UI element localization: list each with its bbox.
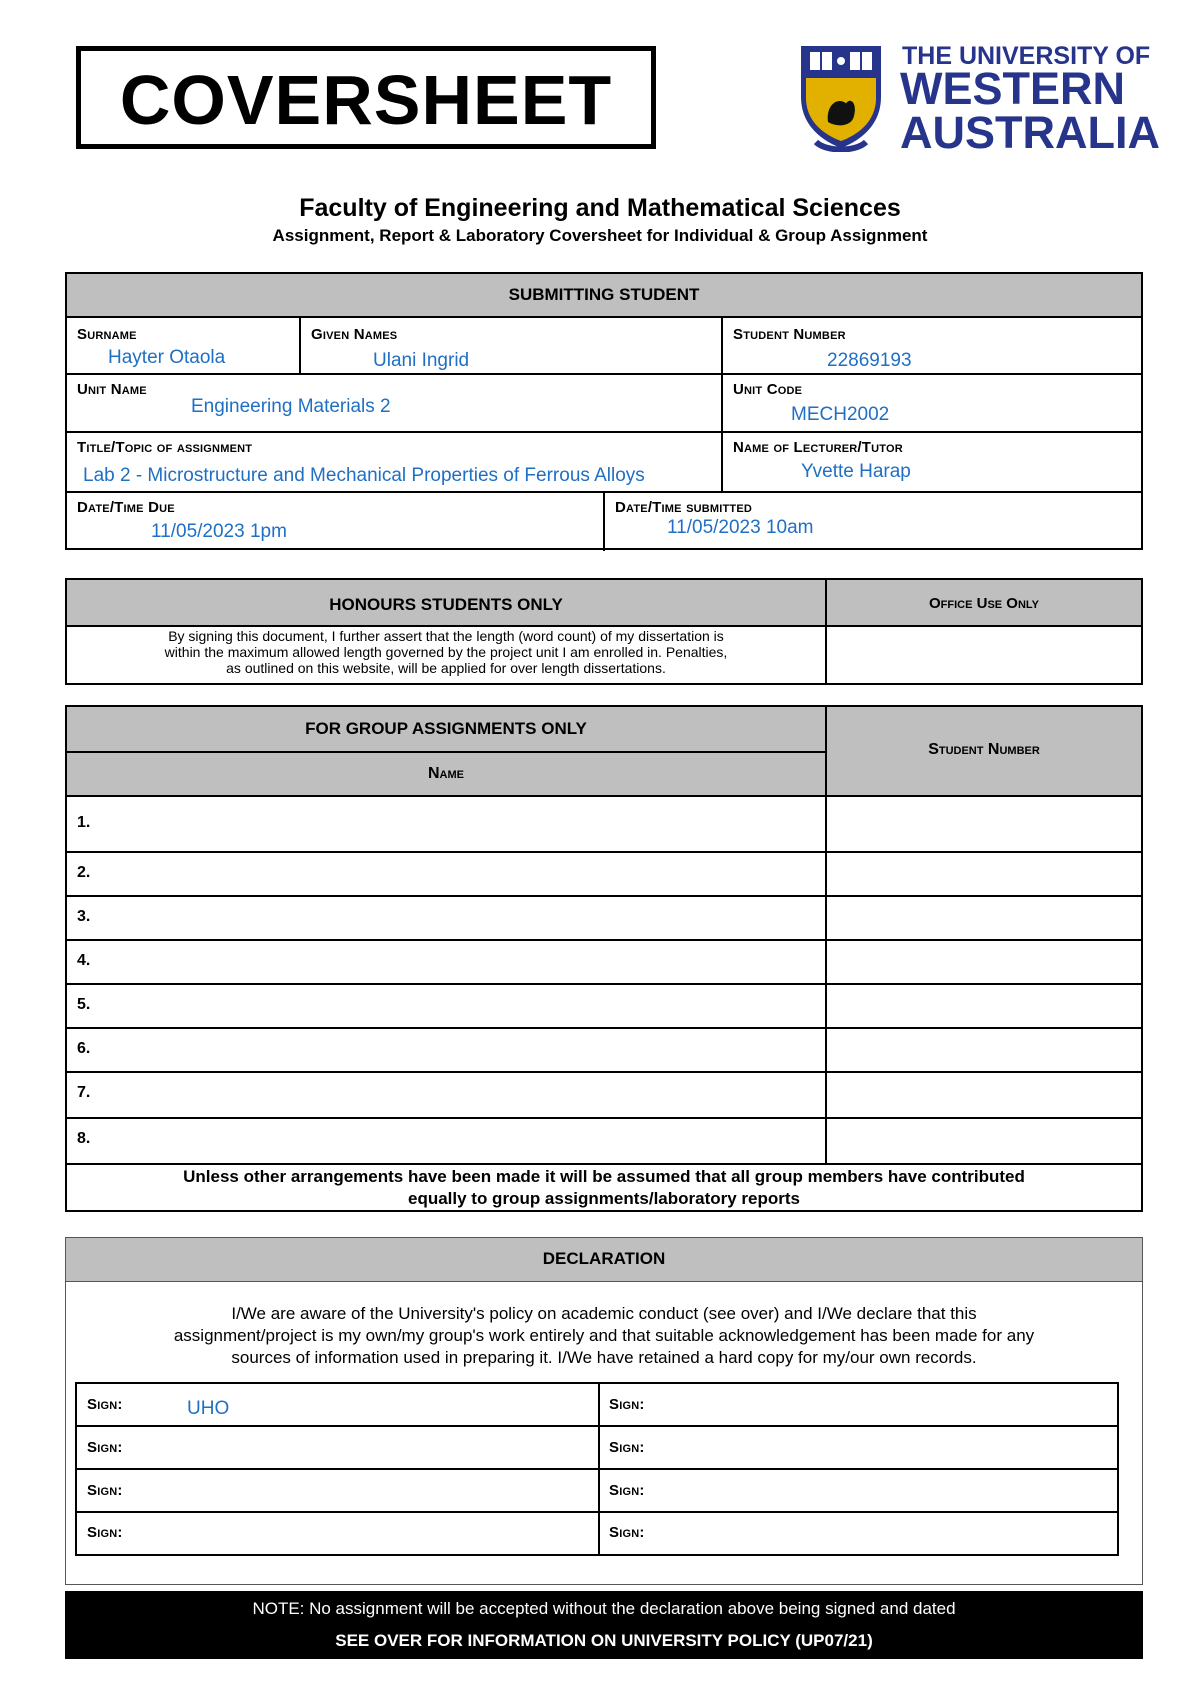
unit-name-value[interactable]: Engineering Materials 2 <box>191 396 391 417</box>
group-row-7[interactable]: 7. <box>77 1084 91 1101</box>
signature-table <box>75 1382 1119 1556</box>
declaration-text-line: I/We are aware of the University's policy on academic conduct (see over) and I/We declare that this <box>231 1304 977 1323</box>
date-submitted-label: Date/Time submitted <box>615 499 753 516</box>
declaration-text-line: sources of information used in preparing it. I/We have retained a hard copy for my/our own records. <box>231 1348 977 1367</box>
honours-text-line: By signing this document, I further assert that the length (word count) of my dissertation is <box>168 628 724 644</box>
honours-heading: HONOURS STUDENTS ONLY <box>329 595 563 614</box>
student-number-label: Student Number <box>733 326 846 343</box>
footer-note: NOTE: No assignment will be accepted without the declaration above being signed and dated <box>252 1599 956 1618</box>
coversheet-title-box <box>76 46 656 149</box>
honours-section <box>65 578 1143 685</box>
sign-label-right-1: Sign: <box>609 1396 645 1413</box>
group-row-3[interactable]: 3. <box>77 908 91 925</box>
student-number-value[interactable]: 22869193 <box>827 350 912 371</box>
group-note-line: Unless other arrangements have been made it will be assumed that all group members have contributed <box>183 1167 1025 1186</box>
surname-label: Surname <box>77 326 137 343</box>
faculty-subtitle: Assignment, Report & Laboratory Coversheet for Individual & Group Assignment <box>272 226 928 245</box>
name-column-header: Name <box>428 765 464 782</box>
group-section <box>65 705 1143 1212</box>
logo-line-1: THE UNIVERSITY OF <box>902 42 1151 70</box>
sign-label-left-2: Sign: <box>87 1439 123 1456</box>
unit-name-label: Unit Name <box>77 381 147 398</box>
surname-value[interactable]: Hayter Otaola <box>108 347 226 368</box>
crest-icon <box>796 42 886 152</box>
lecturer-label: Name of Lecturer/Tutor <box>733 439 903 456</box>
submitting-student-heading: SUBMITTING STUDENT <box>508 285 700 304</box>
date-due-value[interactable]: 11/05/2023 1pm <box>151 521 287 542</box>
group-row-8[interactable]: 8. <box>77 1130 91 1147</box>
sign-label-left-3: Sign: <box>87 1482 123 1499</box>
declaration-heading: DECLARATION <box>542 1249 666 1268</box>
footer-bar <box>65 1591 1143 1659</box>
honours-text-line: as outlined on this website, will be applied for over length dissertations. <box>226 660 666 676</box>
group-row-2[interactable]: 2. <box>77 864 91 881</box>
faculty-title: Faculty of Engineering and Mathematical Sciences <box>299 194 901 222</box>
university-logo <box>796 42 1160 158</box>
office-use-label: Office Use Only <box>929 595 1039 612</box>
sign-label-left-1: Sign: <box>87 1396 123 1413</box>
sign-label-left-4: Sign: <box>87 1524 123 1541</box>
given-names-label: Given Names <box>311 326 398 343</box>
logo-line-3: AUSTRALIA <box>900 107 1160 158</box>
sign-label-right-3: Sign: <box>609 1482 645 1499</box>
lecturer-value[interactable]: Yvette Harap <box>801 461 911 482</box>
sign-label-right-4: Sign: <box>609 1524 645 1541</box>
group-row-5[interactable]: 5. <box>77 996 91 1013</box>
date-submitted-value[interactable]: 11/05/2023 10am <box>667 517 814 538</box>
unit-code-label: Unit Code <box>733 381 803 398</box>
declaration-section <box>65 1237 1143 1585</box>
submitting-student-section <box>65 272 1143 550</box>
group-heading: FOR GROUP ASSIGNMENTS ONLY <box>305 719 587 738</box>
group-row-4[interactable]: 4. <box>77 952 91 969</box>
given-names-value[interactable]: Ulani Ingrid <box>373 350 470 371</box>
logo-line-2: WESTERN <box>900 63 1125 114</box>
date-due-label: Date/Time Due <box>77 499 175 516</box>
signature-1-value[interactable]: UHO <box>187 1398 230 1419</box>
declaration-text <box>66 1303 1142 1369</box>
group-row-1[interactable]: 1. <box>77 814 91 831</box>
unit-code-value[interactable]: MECH2002 <box>791 404 890 425</box>
group-row-6[interactable]: 6. <box>77 1040 91 1057</box>
honours-text-line: within the maximum allowed length governed by the project unit I am enrolled in. Penalties, <box>164 644 728 660</box>
coversheet-title: COVERSHEET <box>119 61 613 139</box>
assignment-title-value[interactable]: Lab 2 - Microstructure and Mechanical Properties of Ferrous Alloys <box>83 465 645 486</box>
group-note <box>67 1166 1141 1210</box>
assignment-title-label: Title/Topic of assignment <box>77 439 253 456</box>
group-note-line: equally to group assignments/laboratory reports <box>407 1189 801 1208</box>
footer-policy: SEE OVER FOR INFORMATION ON UNIVERSITY POLICY (UP07/21) <box>335 1631 873 1650</box>
student-number-column-header: Student Number <box>928 741 1040 758</box>
honours-text <box>67 628 825 676</box>
sign-label-right-2: Sign: <box>609 1439 645 1456</box>
declaration-text-line: assignment/project is my own/my group's work entirely and that suitable acknowledgement has been made for any <box>173 1326 1035 1345</box>
